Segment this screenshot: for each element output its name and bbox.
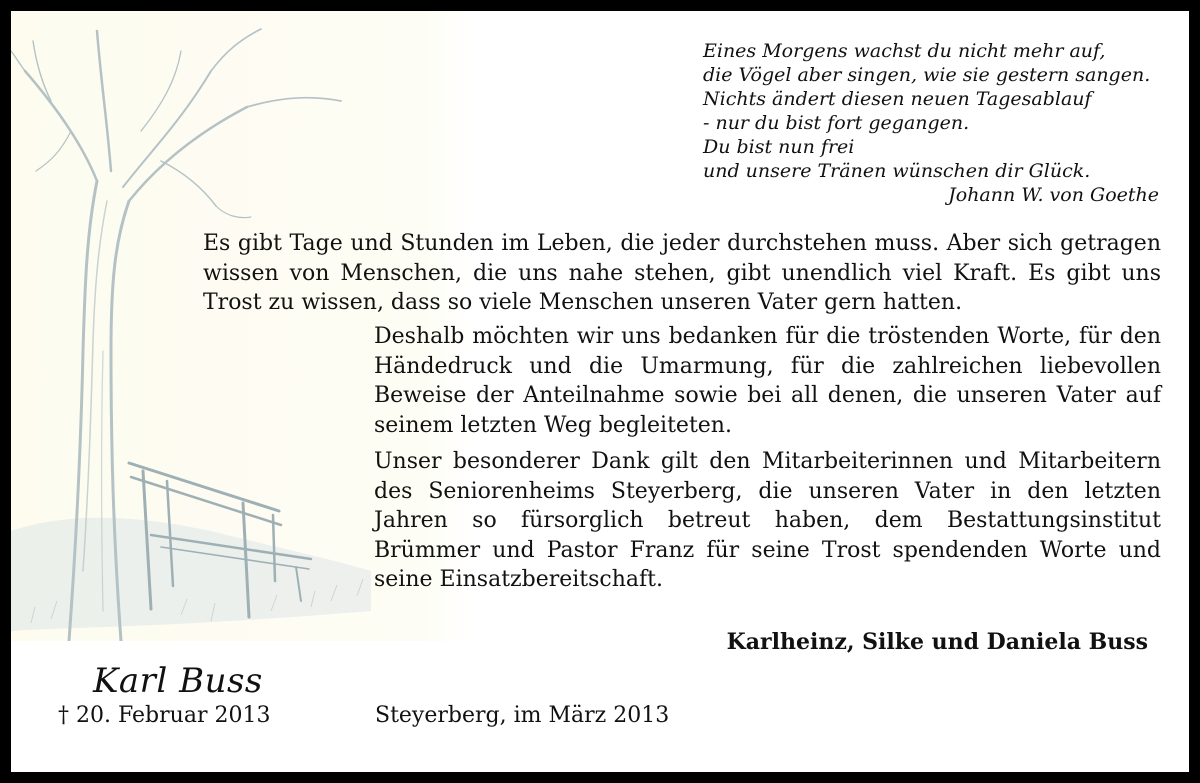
poem-line: Nichts ändert diesen neuen Tagesablauf	[703, 88, 1092, 110]
poem-line: Du bist nun frei	[703, 136, 855, 158]
poem-line: Eines Morgens wachst du nicht mehr auf,	[703, 40, 1106, 62]
thanks-paragraph-1: Es gibt Tage und Stunden im Leben, die jeder durchstehen muss. Aber sich getragen wissen von Menschen, die uns nahe stehen, gibt unendlich viel Kraft. Es gibt uns Trost zu wissen, dass so viele Menschen unseren Vater gern hatten.	[203, 231, 1161, 315]
poem-author: Johann W. von Goethe	[948, 184, 1159, 206]
death-date: † 20. Februar 2013	[58, 703, 271, 728]
poem	[703, 39, 1173, 207]
signers: Karlheinz, Silke und Daniela Buss	[726, 629, 1148, 655]
deceased-name: Karl Buss	[93, 661, 263, 701]
thanks-paragraph-2: Deshalb möchten wir uns bedanken für die tröstenden Worte, für den Händedruck und die Umarmung, für die zahlreichen liebevollen Beweise der Anteilnahme sowie bei all denen, die unseren Vater auf seinem letzten Weg begleiteten.	[374, 324, 1161, 438]
poem-line: die Vögel aber singen, wie sie gestern sangen.	[703, 64, 1151, 86]
poem-line: und unsere Tränen wünschen dir Glück.	[703, 160, 1091, 182]
poem-line: - nur du bist fort gegangen.	[703, 112, 970, 134]
place-date: Steyerberg, im März 2013	[375, 703, 670, 728]
thanks-paragraph-3: Unser besonderer Dank gilt den Mitarbeiterinnen und Mitarbeitern des Seniorenheims Steyerberg, die unseren Vater in den letzten Jahren so fürsorglich betreut haben, dem Bestattungsinstitut Brümmer und Pastor Franz für seine Trost spendenden Worte und seine Einsatzbereitschaft.	[374, 449, 1161, 592]
